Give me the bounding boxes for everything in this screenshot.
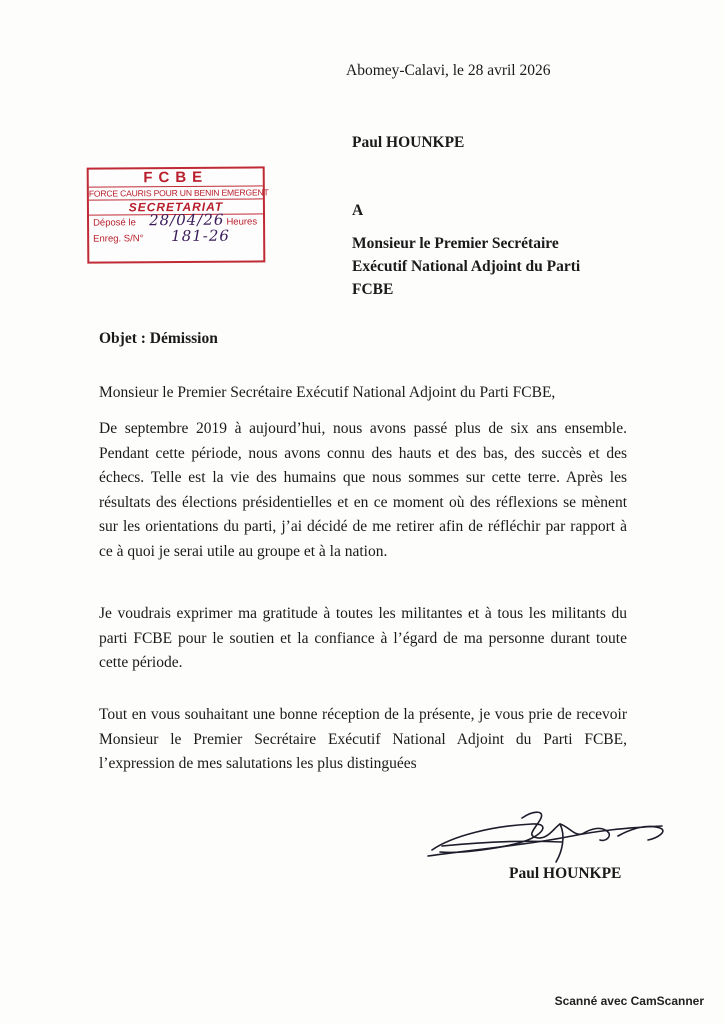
stamp-department: SECRETARIAT	[89, 199, 263, 215]
secretariat-stamp	[87, 166, 269, 263]
body-paragraph: Je voudrais exprimer ma gratitude à toutes les militantes et à tous les militants du parti FCBE pour le soutien et la confiance à l’égard de ma personne durant toute cette période.	[99, 605, 627, 671]
body-paragraph: De septembre 2019 à aujourd’hui, nous avons passé plus de six ans ensemble. Pendant cette période, nous avons connu des hauts et des bas, des succès et des échecs. Telle est la vie des humains que nous sommes sur cette terre. Après les résultats des élections présidentielles et en ce moment où des réflexions se mènent sur les orientations du parti, j’ai décidé de me retirer afin de réfléchir par rapport à ce à quoi je serai utile au groupe et à la nation.	[99, 420, 627, 560]
stamp-motto: FORCE CAURIS POUR UN BENIN EMERGENT	[88, 187, 269, 199]
stamp-register-row	[89, 226, 263, 247]
letter-object: Objet : Démission	[99, 330, 218, 347]
body-paragraph: Tout en vous souhaitant une bonne réception de la présente, je vous prie de recevoir Monsieur le Premier Secrétaire Exécutif National Adjoint du Parti FCBE, l’expression de mes salutations les plus distinguées	[99, 706, 627, 772]
signature-name: Paul HOUNKPE	[509, 865, 622, 882]
place-date: Abomey-Calavi, le 28 avril 2026	[346, 62, 551, 79]
stamp-hours-label: Heures	[226, 216, 258, 228]
stamp-deposited-value: 28/04/26	[148, 210, 225, 230]
stamp-register-value: 181-26	[171, 226, 231, 246]
sender-name: Paul HOUNKPE	[352, 134, 465, 151]
recipient-prefix: A	[352, 202, 364, 219]
scanner-watermark: Scanné avec CamScanner	[554, 994, 704, 1008]
handwritten-signature	[422, 806, 684, 872]
recipient-line: Monsieur le Premier Secrétaire	[352, 235, 559, 252]
stamp-org: FCBE	[89, 168, 263, 187]
recipient-line: Exécutif National Adjoint du Parti	[352, 258, 581, 275]
letter-salutation: Monsieur le Premier Secrétaire Exécutif National Adjoint du Parti FCBE,	[99, 384, 556, 401]
stamp-deposited-label: Déposé le	[93, 217, 136, 229]
stamp-register-label: Enreg. S/N°	[93, 233, 144, 245]
recipient-line: FCBE	[352, 281, 394, 298]
recipient-block	[352, 232, 580, 301]
